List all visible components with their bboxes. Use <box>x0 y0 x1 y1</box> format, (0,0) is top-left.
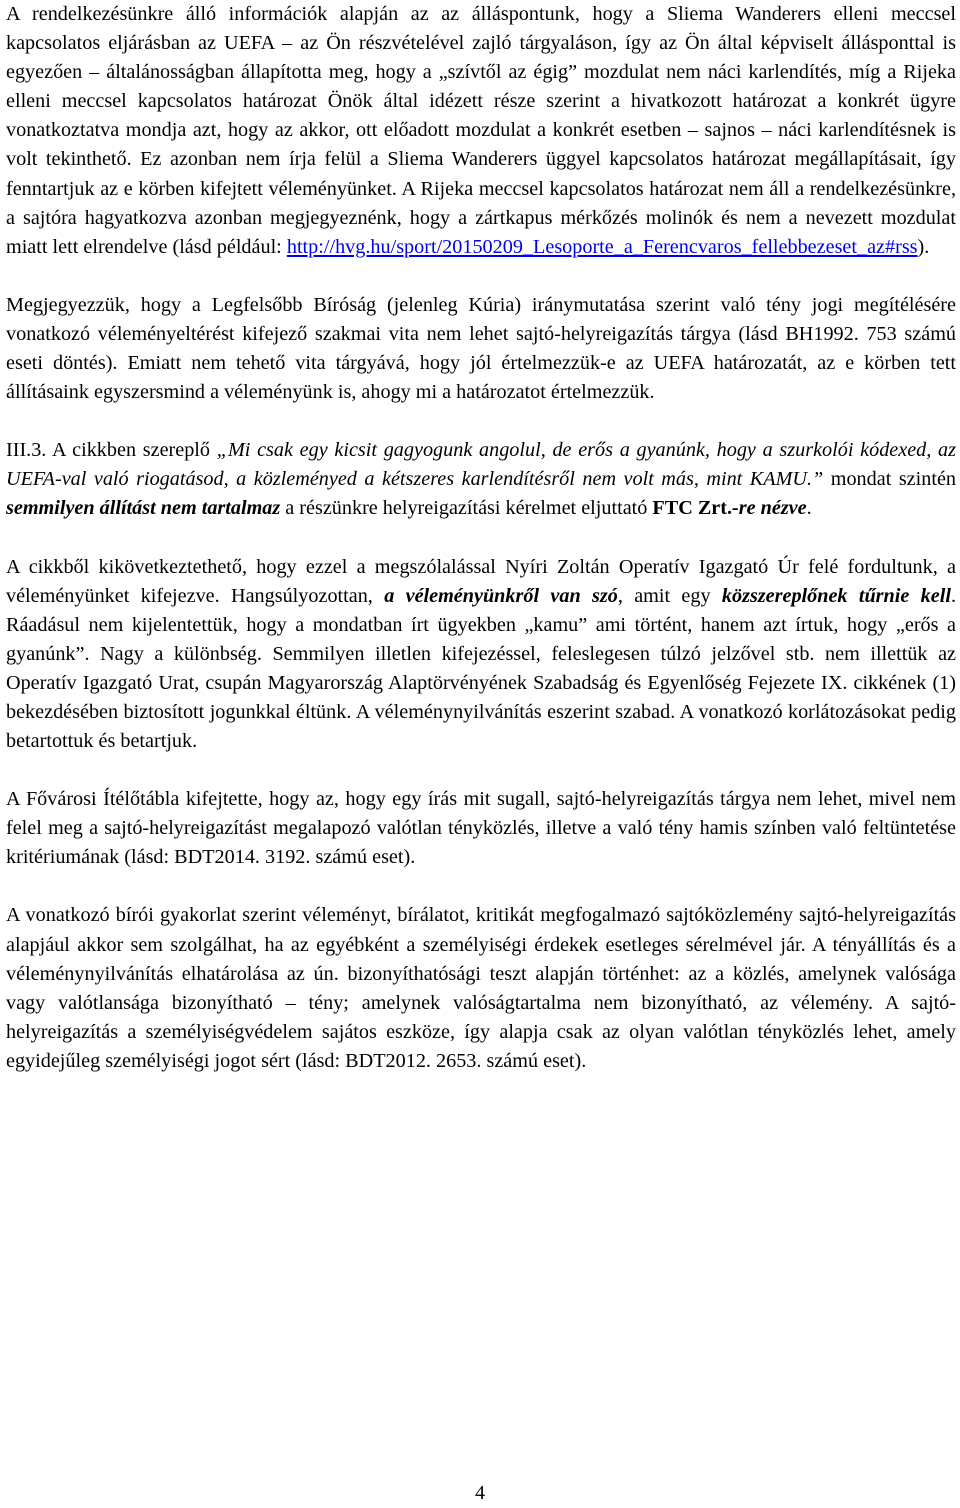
paragraph-section-iii-3 <box>6 436 956 523</box>
emphasis-no-statement: semmilyen állítást nem tartalmaz <box>6 497 281 520</box>
emphasis-opinion: a véleményünkről van szó <box>384 584 618 607</box>
hvg-article-link[interactable]: http://hvg.hu/sport/20150209_Lesoporte_a_Ferencvaros_fellebbezeset_az#rss <box>286 235 918 258</box>
paragraph-uefa-position <box>6 0 956 262</box>
paragraph-text: . <box>806 497 812 520</box>
emphasis-public-figure: közszereplőnek tűrnie kell <box>721 584 951 607</box>
paragraph-text: mondat szintén <box>823 468 956 491</box>
paragraph-gap <box>6 524 956 553</box>
paragraph-text: A cikkből kikövetkeztethető, hogy ezzel a megszólalással Nyíri Zoltán Operatív Igazgató Úr felé fordultunk, a véleményünket kifejezve. Hangsúlyozottan, <box>6 555 956 607</box>
paragraph-gap <box>6 756 956 785</box>
company-name: FTC Zrt. <box>652 497 733 520</box>
paragraph-supreme-court: Megjegyezzük, hogy a Legfelsőbb Bíróság (jelenleg Kúria) iránymutatása szerint való tény jogi megítélésére vonatkozó véleményeltérést kifejező szakmai vita nem lehet sajtó-helyreigazítás tárgya (lásd BH1992. 753 számú eseti döntés). Emiatt nem tehető vita tárgyává, hogy jól értelmezzük-e az UEFA határozatát, az e körben tett állításaink egyszersmind a véleményünk is, ahogy mi a határozatot értelmezzük. <box>6 293 956 404</box>
paragraph-text: A rendelkezésünkre álló információk alapján az az álláspontunk, hogy a Sliema Wanderers elleni meccsel kapcsolatos eljárásban az UEFA – az Ön részvételével zajló tárgyaláson, így az Ön által képviselt állásponttal is egyezően – általánosságban állapította meg, hogy a „szívtől az égig” mozdulat nem náci karlendítés, míg a Rijeka elleni meccsel kapcsolatos határozat Önök által idézett része szerint a hivatkozott határozat a konkrét ügyre vonatkoztatva mondja azt, hogy az akkor, ott előadott mozdulat a konkrét esetben – sajnos – náci karlendítésnek is volt tekinthető. Ez azonban nem írja felül a Sliema Wanderers üggyel kapcsolatos határozat megállapításait, így fenntartjuk az e körben kifejtett véleményünket. A Rijeka meccsel kapcsolatos határozat nem áll a rendelkezésünkre, a sajtóra hagyatkozva azonban megjegyeznénk, hogy a zártkapus mérkőzés molinók és nem a nevezett mozdulat miatt lett elrendelve (lásd például: <box>6 3 956 258</box>
paragraph-appeals-court: A Fővárosi Ítélőtábla kifejtette, hogy az, hogy egy írás mit sugall, sajtó-helyreigazítás tárgya nem lehet, mivel nem felel meg a sajtó-helyreigazítást megalapozó valótlan tényközlés, illetve a való tény hamis színben való feltüntetése kritériumának (lásd: BDT2014. 3192. számú eset). <box>6 788 956 869</box>
paragraph-text: . Ráadásul nem kijelentettük, hogy a mondatban írt ügyekben „kamu” ami történt, hanem azt írtuk, hogy „erős a gyanúnk”. Nagy a különbség. Semmilyen illetlen kifejezéssel, feleslegesen túlzó jelzővel stb. nem illettük az Operatív Igazgató Urat, csupán Magyarország Alaptörvényének Szabadság és Egyenlőség Fejezete IX. cikkének (1) bekezdésében biztosított jogunkkal éltünk. A véleménynyilvánítás eszerint szabad. A vonatkozó korlátozásokat pedig betartottuk és betartjuk. <box>6 584 956 753</box>
document-page <box>6 0 956 1076</box>
paragraph-gap <box>6 872 956 901</box>
paragraph-text: ). <box>917 235 930 258</box>
emphasis-regarding: -re nézve <box>732 497 807 520</box>
paragraph-judicial-practice: A vonatkozó bírói gyakorlat szerint véleményt, bírálatot, kritikát megfogalmazó sajtóközlemény sajtó-helyreigazítás alapjául akkor sem szolgálhat, ha az egyébként a személyiségi érdekek esetleges sérelmével jár. A tényállítás és a véleménynyilvánítás elhatárolása az ún. bizonyíthatósági teszt alapján történhet: az a közlés, amelynek valósága vagy valótlansága bizonyítható – tény; amelynek valóságtartalma nem bizonyítható, az vélemény. A sajtó-helyreigazítás a személyiségvédelem sajátos eszköze, így alapja csak az olyan valótlan tényközlés lehet, amely egyidejűleg személyiségi jogot sért (lásd: BDT2012. 2653. számú eset). <box>6 904 956 1072</box>
paragraph-text: a részünkre helyreigazítási kérelmet eljuttató <box>280 497 653 520</box>
paragraph-gap <box>6 262 956 291</box>
page-number: 4 <box>475 1482 485 1504</box>
paragraph-text: , amit egy <box>617 584 722 607</box>
quoted-sentence: „Mi csak egy kicsit gagyogunk angolul, de erős a gyanúnk, hogy a szurkolói kódexed, az UEFA-val való riogatásod, a közleményed a kétszeres karlendítésről nem volt más, mint KAMU.” <box>6 439 956 491</box>
paragraph-gap <box>6 407 956 436</box>
paragraph-text: III.3. A cikkben szereplő <box>6 439 217 462</box>
paragraph-opinion <box>6 553 956 757</box>
